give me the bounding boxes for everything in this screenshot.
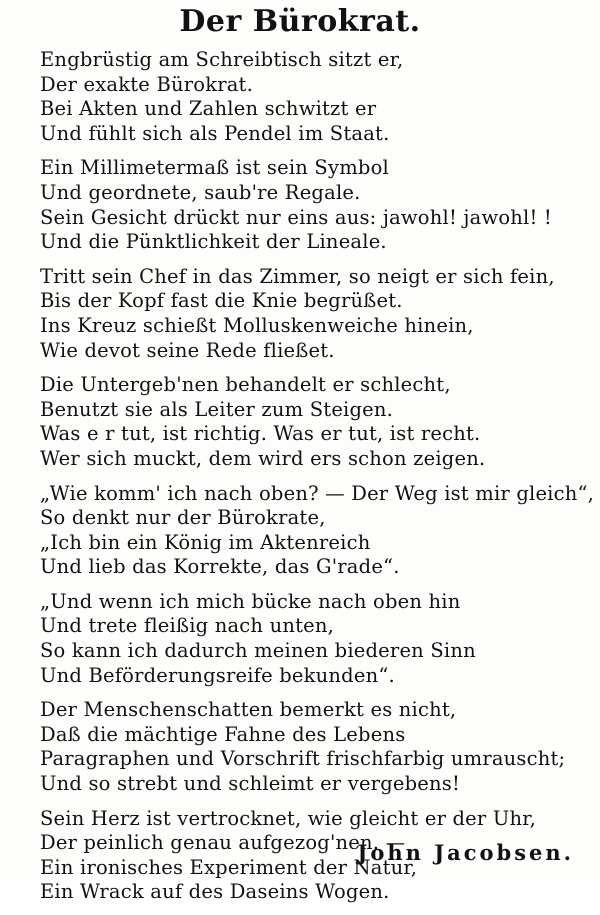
poem-line: „Und wenn ich mich bücke nach oben hin [40, 589, 461, 613]
poem-title: Der Bürokrat. [179, 4, 421, 39]
poem-line: Sein Herz ist vertrocknet, wie gleicht er der Uhr, [40, 806, 537, 830]
poem-line: Bei Akten und Zahlen schwitzt er [40, 97, 377, 121]
poem-line: Engbrüstig am Schreibtisch sitzt er, [40, 48, 404, 71]
poem-line: Die Untergeb'nen behandelt er schlecht, [40, 373, 451, 397]
poem-line: So kann ich dadurch meinen biederen Sinn [40, 639, 476, 663]
poem-line: So denkt nur der Bürokrate, [40, 506, 326, 530]
stanza [40, 156, 580, 254]
poem-line: Und trete fleißig nach unten, [40, 614, 335, 638]
stanza [40, 48, 580, 146]
stanza [40, 373, 580, 471]
stanza [40, 265, 580, 363]
poem-line: Wie devot seine Rede fließet. [40, 338, 335, 362]
poem-line: Wer sich muckt, dem wird ers schon zeigen. [40, 446, 486, 470]
poem-author: John Jacobsen. [357, 840, 574, 865]
poem-line: Ins Kreuz schießt Molluskenweiche hinein, [40, 313, 474, 337]
poem-line: Was e r tut, ist richtig. Was er tut, ist recht. [40, 422, 481, 446]
poem-line: Der peinlich genau aufgezog'nen. — [40, 831, 406, 855]
poem-line: Benutzt sie als Leiter zum Steigen. [40, 397, 394, 421]
poem-line: Und die Pünktlichkeit der Lineale. [40, 230, 387, 254]
poem-line: Der exakte Bürokrat. [40, 72, 253, 96]
poem-line: Ein Wrack auf des Daseins Wogen. [40, 880, 390, 904]
poem-line: Ein ironisches Experiment der Natur, [40, 855, 418, 879]
stanza [40, 698, 580, 796]
poem-line: Und Beförderungsreife bekunden“. [40, 663, 395, 687]
poem-line: Daß die mächtige Fahne des Lebens [40, 722, 406, 746]
stanza [40, 481, 595, 580]
poem-line: Und geordnete, saub're Regale. [40, 180, 361, 204]
poem-line: Sein Gesicht drückt nur eins aus: jawohl! jawohl! ! [40, 205, 552, 229]
poem-line: Ein Millimetermaß ist sein Symbol [40, 156, 389, 180]
poem-line: Und fühlt sich als Pendel im Staat. [40, 121, 390, 145]
poem-line: „Wie komm' ich nach oben? — Der Weg ist mir gleich“, [40, 481, 595, 505]
poem-body [40, 48, 595, 915]
stanza [40, 590, 580, 688]
poem-line: Bis der Kopf fast die Knie begrüßet. [40, 289, 403, 313]
poem-line: „Ich bin ein König im Aktenreich [40, 530, 371, 554]
poem-line: Der Menschenschatten bemerkt es nicht, [40, 698, 457, 722]
poem-line: Tritt sein Chef in das Zimmer, so neigt er sich fein, [40, 264, 555, 288]
poem-line: Paragraphen und Vorschrift frischfarbig umrauscht; [40, 747, 566, 771]
poem-line: Und so strebt und schleimt er vergebens! [40, 772, 461, 796]
poem-line: Und lieb das Korrekte, das G'rade“. [40, 555, 400, 579]
